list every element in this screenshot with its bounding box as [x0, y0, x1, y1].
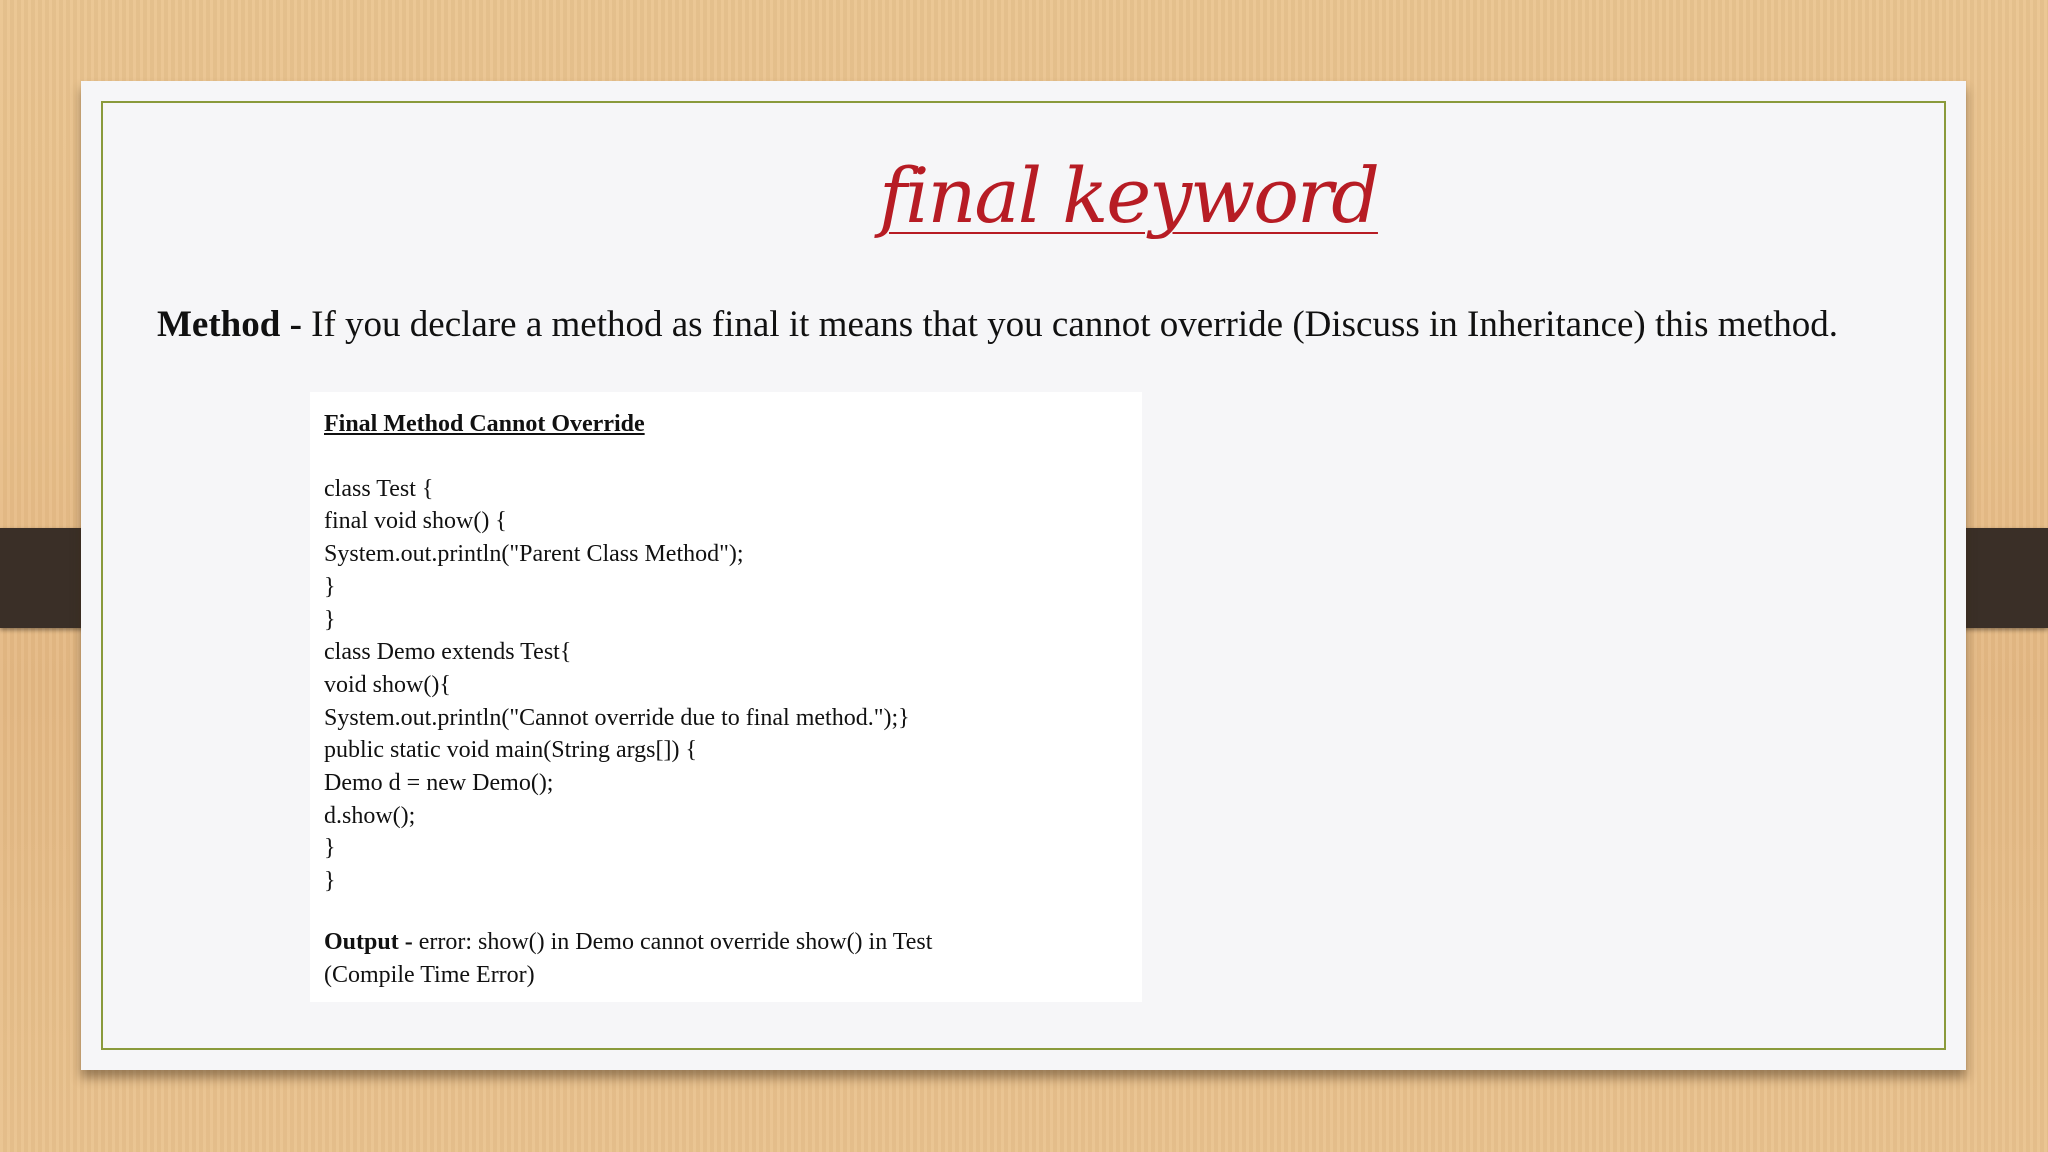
code-heading: Final Method Cannot Override — [324, 411, 645, 437]
output-text: error: show() in Demo cannot override show() in Test — [412, 928, 933, 955]
method-description — [157, 303, 1917, 346]
code-line: final void show() { — [324, 508, 507, 535]
code-line: } — [324, 606, 336, 633]
code-line: public static void main(String args[]) { — [324, 737, 698, 764]
code-line: } — [324, 835, 336, 862]
method-description-text: If you declare a method as final it means that you cannot override (Discuss in Inheritance) this method. — [301, 304, 1838, 345]
code-example-box — [310, 392, 1142, 1002]
code-line: } — [324, 573, 336, 600]
code-line: Demo d = new Demo(); — [324, 770, 554, 797]
code-line: d.show(); — [324, 802, 416, 829]
slide-card — [81, 81, 1966, 1070]
code-line: class Test { — [324, 475, 434, 502]
slide-title: final keyword — [879, 151, 1378, 240]
code-line: class Demo extends Test{ — [324, 639, 572, 666]
output-line — [324, 926, 1128, 959]
code-block — [324, 473, 1128, 898]
code-line: System.out.println("Cannot override due to final method.");} — [324, 704, 910, 731]
output-section — [324, 926, 1128, 991]
output-label: Output - — [324, 928, 413, 955]
code-line: void show(){ — [324, 671, 451, 698]
output-note: (Compile Time Error) — [324, 961, 535, 988]
code-line: } — [324, 868, 336, 895]
method-label: Method - — [157, 304, 302, 345]
code-line: System.out.println("Parent Class Method"); — [324, 541, 744, 568]
